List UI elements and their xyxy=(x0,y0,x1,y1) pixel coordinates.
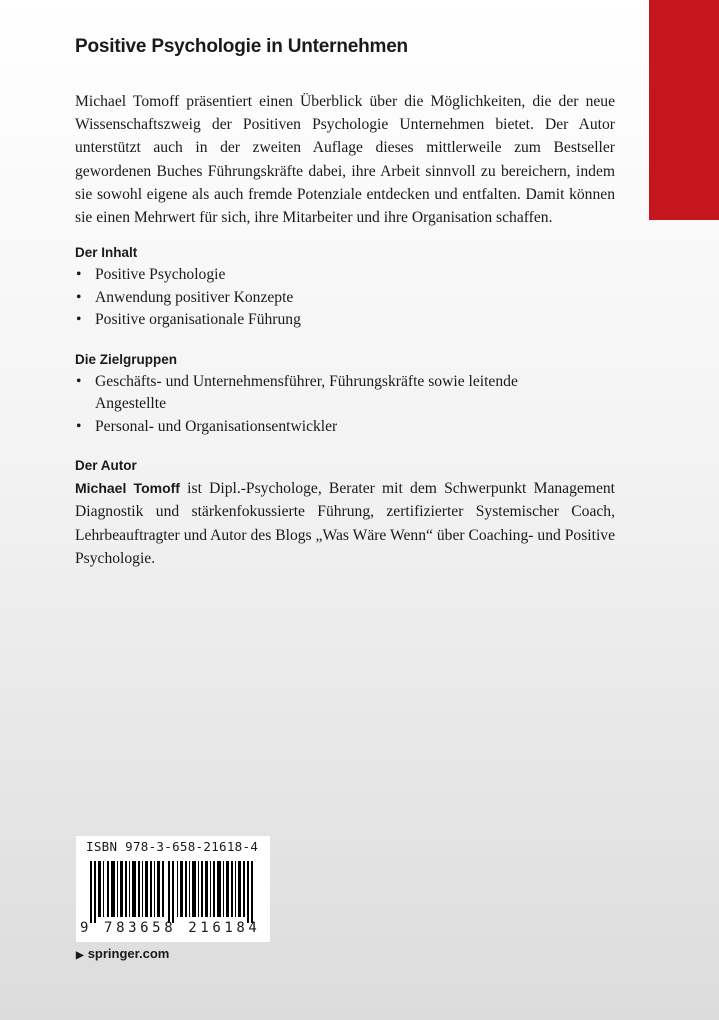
intro-paragraph: Michael Tomoff präsentiert einen Überblick über die Möglichkeiten, die der neue Wissenschaftszweig der Positiven Psychologie Unternehmen bietet. Der Autor unterstützt auch in der zweiten Auflage dieses mittlerweile zum Bestseller gewordenen Buches Führungskräfte dabei, ihre Arbeit sinnvoll zu bereichern, indem sie sowohl eigene als auch fremde Potenziale entdecken und entfalten. Damit können sie einen Mehrwert für sich, ihre Mitarbeiter und ihre Organisation schaffen. xyxy=(75,93,615,227)
inhalt-list xyxy=(75,264,615,332)
section-heading-zielgruppen: Die Zielgruppen xyxy=(75,351,178,367)
red-accent-tab xyxy=(649,0,719,220)
list-item: • Anwendung positiver Konzepte xyxy=(75,287,615,310)
list-item: • Positive organisationale Führung xyxy=(75,309,615,332)
isbn-barcode xyxy=(76,836,270,942)
section-inhalt xyxy=(75,245,615,332)
arrow-right-icon: ▶ xyxy=(76,950,84,961)
list-item: • Geschäfts- und Unternehmensführer, Führungskräfte sowie leitende Angestellte xyxy=(75,371,615,416)
page-title: Positive Psychologie in Unternehmen xyxy=(75,36,408,57)
barcode-digits: 9 783658 216184 xyxy=(80,920,261,936)
author-paragraph xyxy=(75,477,615,570)
isbn-label: ISBN 978-3-658-21618-4 xyxy=(86,839,259,854)
barcode-bars xyxy=(84,861,264,923)
section-heading-inhalt: Der Inhalt xyxy=(75,245,138,261)
list-item: • Positive Psychologie xyxy=(75,264,615,287)
author-name: Michael Tomoff xyxy=(75,480,180,497)
publisher-link-label: springer.com xyxy=(87,946,170,961)
section-zielgruppen xyxy=(75,352,615,439)
section-autor xyxy=(75,458,615,570)
list-item: • Personal- und Organisationsentwickler xyxy=(75,416,615,439)
publisher-link[interactable] xyxy=(76,946,169,961)
author-bio: ist Dipl.-Psychologe, Berater mit dem Schwerpunkt Management Diagnostik und stärkenfokussierte Führung, zertifizierter Systemischer Coach, Lehrbeauftragter und Autor des Blogs „Was Wäre Wenn“ über Coaching- und Positive Psychologie. xyxy=(75,480,615,567)
back-cover-text xyxy=(75,36,615,570)
section-heading-autor: Der Autor xyxy=(75,458,137,474)
zielgruppen-list xyxy=(75,371,615,439)
